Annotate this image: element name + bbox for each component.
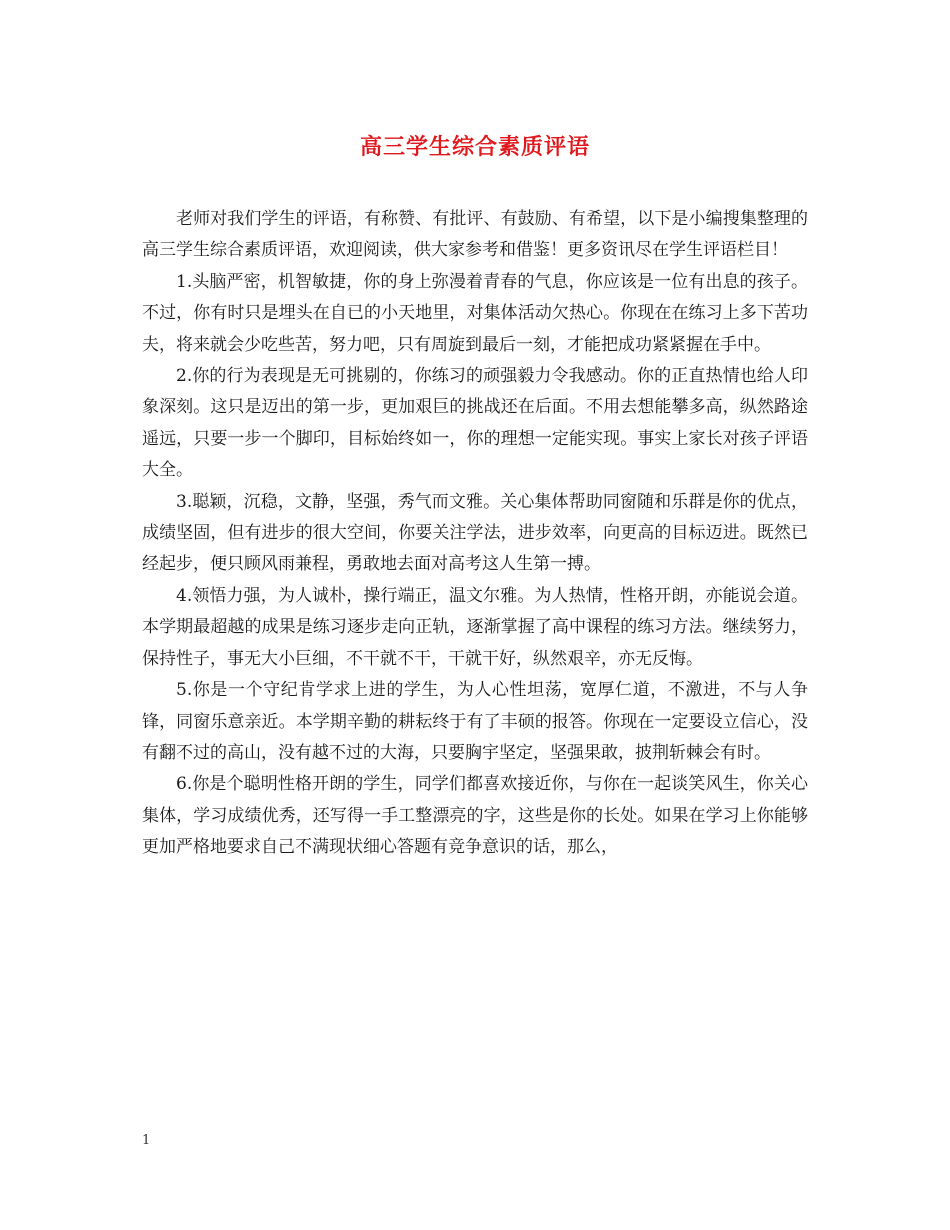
comment-paragraph-2: 2.你的行为表现是无可挑剔的，你练习的顽强毅力令我感动。你的正直热情也给人印象深刻。这只是迈出的第一步，更加艰巨的挑战还在后面。不用去想能攀多高，纵然路途遥远，只要一步一个脚印，目标始终如一，你的理想一定能实现。事实上家长对孩子评语大全。 [142, 366, 808, 481]
page-number: 1 [142, 1133, 151, 1148]
document-body [142, 204, 808, 864]
comment-paragraph-5: 5.你是一个守纪肯学求上进的学生，为人心性坦荡，宽厚仁道，不激进，不与人争锋，同窗乐意亲近。本学期辛勤的耕耘终于有了丰硕的报答。你现在一定要设立信心，没有翻不过的高山，没有越不过的大海，只要胸宇坚定，坚强果敢，披荆斩棘会有时。 [142, 680, 808, 763]
comment-paragraph-6: 6.你是个聪明性格开朗的学生，同学们都喜欢接近你，与你在一起谈笑风生，你关心集体，学习成绩优秀，还写得一手工整漂亮的字，这些是你的长处。如果在学习上你能够更加严格地要求自己不满现状细心答题有竞争意识的话，那么， [142, 774, 808, 858]
intro-paragraph: 老师对我们学生的评语，有称赞、有批评、有鼓励、有希望，以下是小编搜集整理的高三学生综合素质评语，欢迎阅读，供大家参考和借鉴！更多资讯尽在学生评语栏目！ [142, 209, 808, 261]
comment-paragraph-1: 1.头脑严密，机智敏捷，你的身上弥漫着青春的气息，你应该是一位有出息的孩子。不过，你有时只是埋头在自已的小天地里，对集体活动欠热心。你现在在练习上多下苦功夫，将来就会少吃些苦，努力吧，只有周旋到最后一刻，才能把成功紧紧握在手中。 [142, 271, 808, 355]
page-title: 高三学生综合素质评语 [359, 134, 590, 160]
comment-paragraph-3: 3.聪颖，沉稳，文静，坚强，秀气而文雅。关心集体帮助同窗随和乐群是你的优点，成绩坚固，但有进步的很大空间，你要关注学法，进步效率，向更高的目标迈进。既然已经起步，便只顾风雨兼程，勇敢地去面对高考这人生第一搏。 [142, 491, 808, 575]
comment-paragraph-4: 4.领悟力强，为人诚朴，操行端正，温文尔雅。为人热情，性格开朗，亦能说会道。本学期最超越的成果是练习逐步走向正轨，逐渐掌握了高中课程的练习方法。继续努力，保持性子，事无大小巨细，不干就不干，干就干好，纵然艰辛，亦无反悔。 [142, 585, 808, 669]
